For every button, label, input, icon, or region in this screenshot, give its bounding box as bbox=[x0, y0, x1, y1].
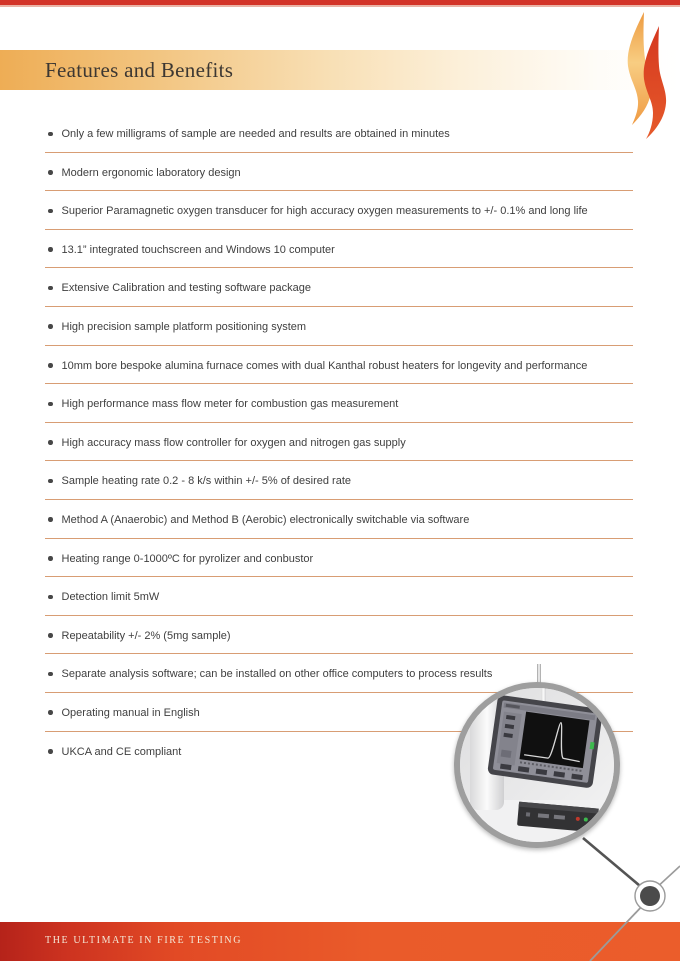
feature-text: Superior Paramagnetic oxygen transducer for high accuracy oxygen measurements to +/- 0.1% and long life bbox=[61, 205, 588, 218]
bullet-icon bbox=[48, 170, 53, 175]
bullet-icon bbox=[48, 209, 53, 214]
feature-text: Detection limit 5mW bbox=[61, 591, 160, 604]
feature-text: Operating manual in English bbox=[61, 706, 200, 719]
feature-text: Repeatability +/- 2% (5mg sample) bbox=[61, 629, 231, 642]
feature-item bbox=[45, 268, 633, 307]
feature-item bbox=[45, 114, 633, 153]
connector-line-right bbox=[654, 866, 680, 890]
instrument-photo-inset bbox=[454, 682, 620, 848]
feature-item bbox=[45, 539, 633, 578]
bullet-icon bbox=[48, 286, 53, 291]
bullet-icon bbox=[48, 517, 53, 522]
footer-tagline: THE ULTIMATE IN FIRE TESTING bbox=[45, 935, 243, 946]
touchscreen-device bbox=[487, 695, 603, 789]
bullet-icon bbox=[48, 710, 53, 715]
bullet-icon bbox=[48, 595, 53, 600]
feature-item bbox=[45, 616, 633, 655]
feature-text: High accuracy mass flow controller for oxygen and nitrogen gas supply bbox=[61, 436, 406, 449]
bullet-icon bbox=[48, 633, 53, 638]
feature-item bbox=[45, 461, 633, 500]
top-red-rule bbox=[0, 0, 680, 7]
connector-node-ring bbox=[635, 881, 665, 911]
feature-item bbox=[45, 191, 633, 230]
feature-text: 10mm bore bespoke alumina furnace comes with dual Kanthal robust heaters for longevity and performance bbox=[61, 359, 588, 372]
feature-item bbox=[45, 230, 633, 269]
feature-text: Only a few milligrams of sample are needed and results are obtained in minutes bbox=[61, 128, 450, 140]
features-list bbox=[45, 114, 633, 770]
feature-text: Separate analysis software; can be installed on other office computers to process results bbox=[61, 668, 493, 681]
footer-bar bbox=[0, 922, 680, 961]
bullet-icon bbox=[48, 749, 53, 754]
feature-text: Method A (Anaerobic) and Method B (Aerobic) electronically switchable via software bbox=[61, 513, 470, 526]
feature-text: Extensive Calibration and testing software package bbox=[61, 282, 311, 295]
bullet-icon bbox=[48, 479, 53, 484]
feature-text: 13.1” integrated touchscreen and Windows 10 computer bbox=[61, 243, 335, 256]
bullet-icon bbox=[48, 132, 53, 137]
bullet-icon bbox=[48, 247, 53, 252]
feature-item bbox=[45, 423, 633, 462]
feature-item bbox=[45, 307, 633, 346]
feature-item bbox=[45, 384, 633, 423]
bullet-icon bbox=[48, 402, 53, 407]
page-title: Features and Benefits bbox=[45, 58, 234, 82]
header-band bbox=[0, 50, 680, 90]
feature-text: UKCA and CE compliant bbox=[61, 745, 182, 758]
bullet-icon bbox=[48, 440, 53, 445]
bullet-icon bbox=[48, 324, 53, 329]
feature-item bbox=[45, 500, 633, 539]
feature-item bbox=[45, 153, 633, 192]
feature-text: Heating range 0-1000ºC for pyrolizer and conbustor bbox=[61, 552, 314, 565]
feature-item bbox=[45, 346, 633, 385]
feature-text: Modern ergonomic laboratory design bbox=[61, 166, 241, 179]
connector-node-dot bbox=[640, 886, 660, 906]
bullet-icon bbox=[48, 556, 53, 561]
bullet-icon bbox=[48, 363, 53, 368]
feature-text: High performance mass flow meter for combustion gas measurement bbox=[61, 398, 399, 411]
flame-right bbox=[644, 26, 666, 139]
feature-item bbox=[45, 577, 633, 616]
connector-line-dark bbox=[583, 838, 646, 891]
bullet-icon bbox=[48, 672, 53, 677]
feature-text: Sample heating rate 0.2 - 8 k/s within +/- 5% of desired rate bbox=[61, 475, 352, 488]
feature-text: High precision sample platform positioning system bbox=[61, 320, 307, 333]
